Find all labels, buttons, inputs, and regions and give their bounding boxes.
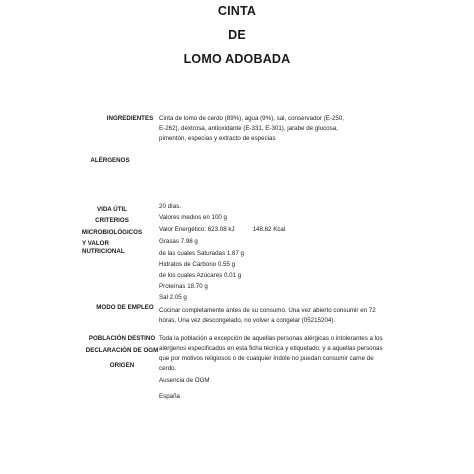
criterios-label-2: MICROBIOLÓGICOS — [81, 229, 143, 236]
energy-kj: Valor Energético: 623.08 kJ — [159, 226, 235, 233]
poblacion-line: que por motivos religiosos o de cualquier índole no puedan consumir carne de — [159, 355, 374, 362]
ogm-label: DECLARACIÓN DE OGM — [85, 347, 159, 354]
nutrient-row: Hidratos de Carbono 0.55 g — [159, 261, 236, 268]
valor-nutricional-label-2: NUTRICIONAL — [82, 248, 125, 255]
modo-empleo-line: horas. Una vez descongelado, no volver a congelar (05215204). — [159, 317, 336, 324]
nutrient-row: Proteínas 18.70 g — [159, 283, 208, 290]
vida-util-label: VIDA ÚTIL — [96, 206, 128, 213]
poblacion-text — [159, 334, 383, 374]
ingredientes-line: Cinta de lomo de cerdo (89%), agua (9%), sal, conservador (E-250, — [159, 115, 345, 122]
criterios-label-1: CRITERIOS — [95, 217, 129, 224]
poblacion-line: alérgenos especificados en esta ficha técnica y etiquetado; y a aquellas personas — [159, 345, 383, 352]
poblacion-label: POBLACIÓN DESTINO — [88, 335, 156, 342]
nutrient-row: Grasas 7.98 g — [159, 238, 198, 245]
nutrient-row: Sal 2.05 g — [159, 294, 187, 301]
vida-util-value: 20 días. — [159, 203, 182, 210]
poblacion-line: cerdo. — [159, 365, 177, 372]
alergenos-label: ALÉRGENOS — [90, 157, 130, 164]
title-line-1: CINTA — [217, 4, 257, 18]
ingredientes-line: pimentón, especias y extracto de especias — [159, 135, 276, 142]
ingredientes-line: E-262), dextrosa, antioxidante (E-331, E-301), jarabe de glucosa, — [159, 125, 338, 132]
origen-value: España — [159, 393, 180, 400]
energy-kcal: 148.82 Kcal — [252, 226, 286, 233]
ingredientes-label: INGREDIENTES — [106, 115, 154, 122]
nutricional-intro: Valores medios en 100 g — [159, 214, 227, 221]
nutrient-row: de los cuales Azúcares 0.01 g — [159, 272, 242, 279]
ogm-value: Ausencia de OGM — [159, 377, 210, 384]
origen-label: ORIGEN — [109, 362, 135, 369]
nutrient-row: de las cuales Saturadas 1.87 g — [159, 250, 244, 257]
energy-row — [159, 226, 285, 233]
modo-empleo-label: MODO DE EMPLEO — [96, 304, 154, 311]
valor-nutricional-label-1: Y VALOR — [82, 240, 109, 247]
ingredientes-text — [159, 114, 344, 144]
title-line-2: DE — [228, 28, 246, 42]
modo-empleo-line: Cocinar completamente antes de su consumo. Una vez abierto consumir en 72 — [159, 307, 376, 314]
poblacion-line: Toda la población a excepción de aquellas personas alérgicas o intolerantes a los — [159, 335, 383, 342]
modo-empleo-text — [159, 306, 376, 326]
title-line-3: LOMO ADOBADA — [183, 52, 291, 66]
